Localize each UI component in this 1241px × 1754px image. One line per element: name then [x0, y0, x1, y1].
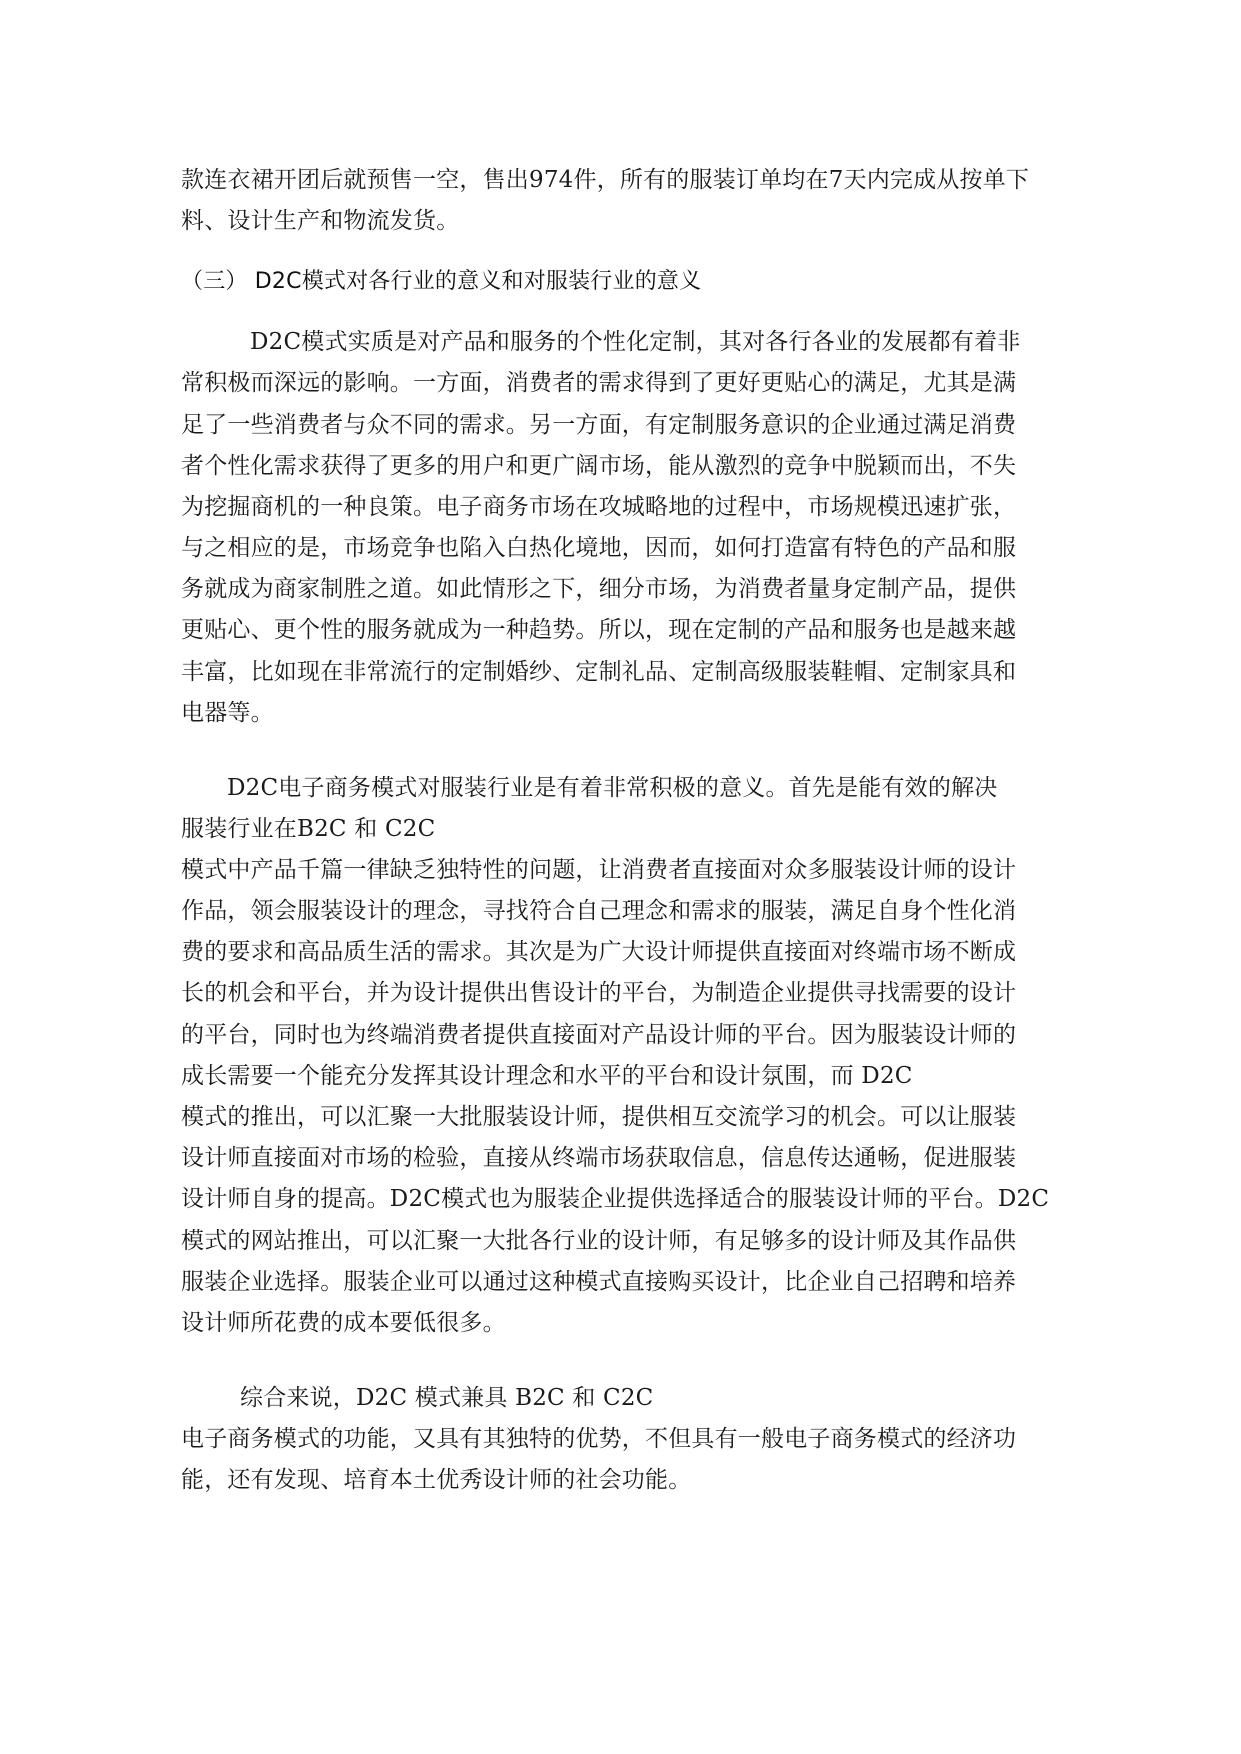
text-line: 者个性化需求获得了更多的用户和更广阔市场，能从激烈的竞争中脱颖而出，不失	[181, 453, 1017, 479]
text-line: 成长需要一个能充分发挥其设计理念和水平的平台和设计氛围，而 D2C	[181, 1063, 913, 1089]
text-line: 电子商务模式的功能，又具有其独特的优势，不但具有一般电子商务模式的经济功	[181, 1426, 1017, 1452]
text-line: 服装行业在B2C 和 C2C	[181, 816, 436, 842]
text-line: 常积极而深远的影响。一方面，消费者的需求得到了更好更贴心的满足，尤其是满	[181, 370, 1017, 396]
text-line: 服装企业选择。服装企业可以通过这种模式直接购买设计，比企业自己招聘和培养	[181, 1269, 1017, 1295]
text-line: 设计师所花费的成本要低很多。	[181, 1310, 506, 1336]
text-line: 设计师直接面对市场的检验，直接从终端市场获取信息，信息传达通畅，促进服装	[181, 1145, 1017, 1171]
text-line: 模式的网站推出，可以汇聚一大批各行业的设计师，有足够多的设计师及其作品供	[181, 1228, 1017, 1254]
text-line: D2C模式实质是对产品和服务的个性化定制，其对各行各业的发展都有着非	[250, 329, 1021, 355]
text-line: 电器等。	[181, 700, 274, 726]
text-line: 综合来说，D2C 模式兼具 B2C 和 C2C	[240, 1385, 654, 1411]
text-line: 足了一些消费者与众不同的需求。另一方面，有定制服务意识的企业通过满足消费	[181, 412, 1017, 438]
text-line: 模式中产品千篇一律缺乏独特性的问题，让消费者直接面对众多服装设计师的设计	[181, 857, 1017, 883]
text-line: 料、设计生产和物流发货。	[181, 208, 460, 234]
text-line: 更贴心、更个性的服务就成为一种趋势。所以，现在定制的产品和服务也是越来越	[181, 617, 1017, 643]
text-line: 能，还有发现、培育本土优秀设计师的社会功能。	[181, 1467, 692, 1493]
text-line: 模式的推出，可以汇聚一大批服装设计师，提供相互交流学习的机会。可以让服装	[181, 1104, 1017, 1130]
text-line: 费的要求和高品质生活的需求。其次是为广大设计师提供直接面对终端市场不断成	[181, 939, 1017, 965]
text-line: 设计师自身的提高。D2C模式也为服装企业提供选择适合的服装设计师的平台。D2C	[181, 1186, 1050, 1212]
section-heading: （三） D2C模式对各行业的意义和对服装行业的意义	[181, 269, 702, 294]
text-line: 与之相应的是，市场竞争也陷入白热化境地，因而，如何打造富有特色的产品和服	[181, 535, 1017, 561]
text-line: 务就成为商家制胜之道。如此情形之下，细分市场，为消费者量身定制产品，提供	[181, 576, 1017, 602]
text-line: 为挖掘商机的一种良策。电子商务市场在攻城略地的过程中，市场规模迅速扩张，	[181, 494, 1017, 520]
text-line: 丰富，比如现在非常流行的定制婚纱、定制礼品、定制高级服装鞋帽、定制家具和	[181, 659, 1017, 685]
text-line: 作品，领会服装设计的理念，寻找符合自己理念和需求的服装，满足自身个性化消	[181, 898, 1017, 924]
text-line: 的平台，同时也为终端消费者提供直接面对产品设计师的平台。因为服装设计师的	[181, 1022, 1017, 1048]
text-line: 长的机会和平台，并为设计提供出售设计的平台，为制造企业提供寻找需要的设计	[181, 980, 1017, 1006]
text-line: 款连衣裙开团后就预售一空，售出974件，所有的服装订单均在7天内完成从按单下	[181, 167, 1030, 193]
text-line: D2C电子商务模式对服装行业是有着非常积极的意义。首先是能有效的解决	[227, 775, 998, 801]
